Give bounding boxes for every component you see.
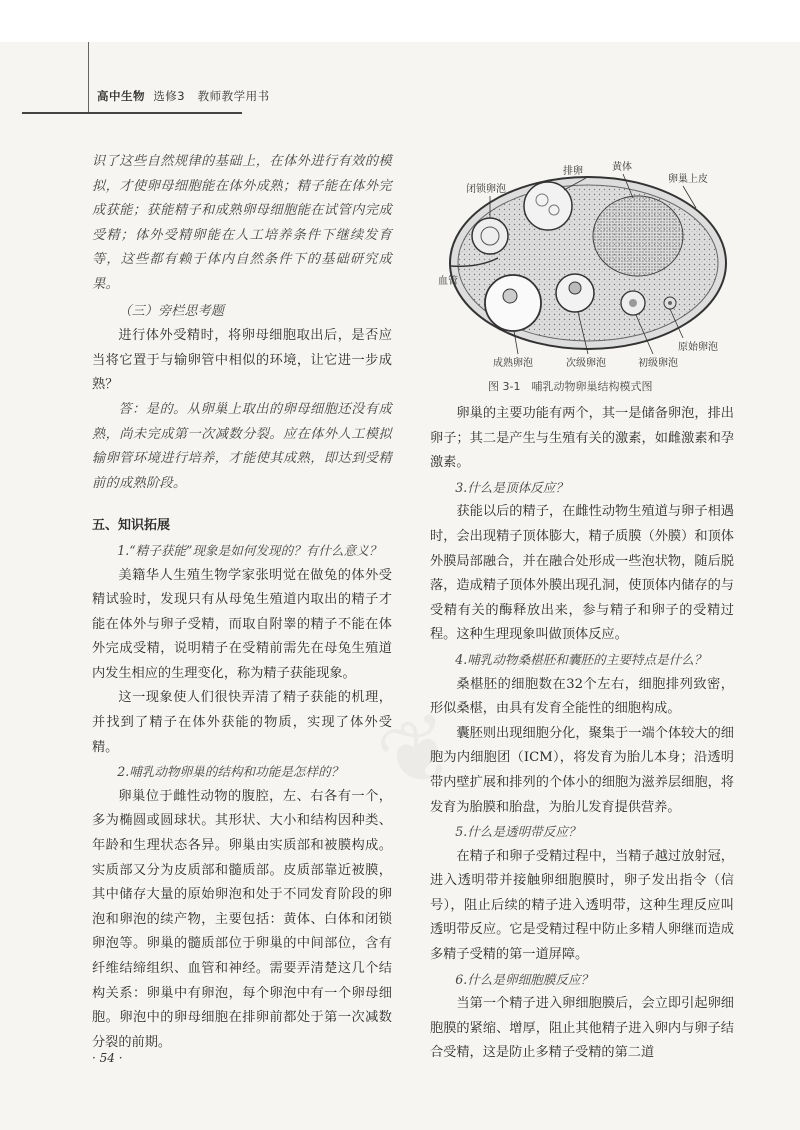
mature-follicle xyxy=(485,275,541,331)
paragraph-morula: 桑椹胚的细胞数在32个左右，细胞排列致密，形似桑椹，由具有发育全能性的细胞构成。 xyxy=(430,676,734,717)
question-3: 3.什么是顶体反应？ xyxy=(455,479,568,495)
paragraph-membrane-reaction: 当第一个精子进入卵细胞膜后，会立即引起卵细胞膜的紧缩、增厚，阻止其他精子进入卵内与卵子结合受精，这是防止多精子受精的第二道 xyxy=(430,996,734,1061)
label-secondary-follicle: 次级卵泡 xyxy=(566,358,606,369)
closed-follicle xyxy=(472,218,508,254)
question-5: 5.什么是透明带反应？ xyxy=(455,824,581,840)
figure-caption: 图 3-1 哺乳动物卵巢结构模式图 xyxy=(488,380,653,393)
paragraph-ovary: 卵巢位于雌性动物的腹腔，左、右各有一个，多为椭圆或圆球状。其形状、大小和结构因种类、年龄和生理状态各异。卵巢由实质部和被膜构成。实质部又分为皮质部和髓质部。皮质部靠近被膜，其中储存大量的原始卵泡和处于不同发育阶段的卵泡和卵泡的续产物，主要包括：黄体、白体和闭锁卵泡等。卵巢的髓质部位于卵巢的中间部位，含有纤维结缔组织、血管和神经。需要弄清楚这几个结构关系：卵巢中有卵泡，每个卵泡中有一个卵母细胞。卵泡中的卵母细胞在排卵前都处于第一次减数分裂的前期。 xyxy=(92,788,392,1050)
label-primordial-follicle: 原始卵泡 xyxy=(678,342,718,353)
paragraph-blastocyst: 囊胚则出现细胞分化，聚集于一端个体较大的细胞为内细胞团（ICM），将发育为胎儿本身；沿透明带内壁扩展和排列的个体小的细胞为滋养层细胞，将发育为胎膜和胎盘，为胎儿发育提供营养。 xyxy=(430,725,734,815)
paragraph-acrosome: 获能以后的精子，在雌性动物生殖道与卵子相遇时，会出现精子顶体膨大，精子质膜（外膜）和顶体外膜局部融合，并在融合处形成一些泡状物，随后脱落，造成精子顶体外膜出现孔洞，使顶体内储存的与受精有关的酶释放出来，参与精子和卵子的受精过程。这种生理现象叫做顶体反应。 xyxy=(430,504,734,643)
answer-paragraph: 答：是的。从卵巢上取出的卵母细胞还没有成熟，尚未完成第一次减数分裂。应在体外人工模拟输卵管环境进行培养，才能使其成熟，即达到受精前的成熟阶段。 xyxy=(92,401,392,491)
label-ovarian-epithelium: 卵巢上皮 xyxy=(668,174,708,185)
header-module: 选修3 xyxy=(153,89,186,103)
label-blood-vessel: 血管 xyxy=(438,276,458,287)
label-corpus-luteum: 黄体 xyxy=(612,162,632,173)
page-number: · 54 · xyxy=(92,1051,123,1065)
question-1: 1.“精子获能”现象是如何发现的？有什么意义？ xyxy=(117,542,382,558)
left-column xyxy=(92,150,392,1055)
question-2: 2.哺乳动物卵巢的结构和功能是怎样的？ xyxy=(117,764,344,780)
paragraph-mechanism: 这一现象使人们很快弄清了精子获能的机理，并找到了精子在体外获能的物质，实现了体外受精。 xyxy=(92,690,392,755)
header-horizontal-rule xyxy=(22,112,242,114)
label-primary-follicle: 初级卵泡 xyxy=(638,358,678,369)
corpus-luteum xyxy=(593,196,683,276)
answer-continuation: 识了这些自然规律的基础上，在体外进行有效的模拟，才使卵母细胞能在体外成熟；精子能在体外完成获能；获能精子和成熟卵母细胞能在试管内完成受精；体外受精卵能在人工培养条件下继续发育等，这些都有赖于体内自然条件下的基础研究成果。 xyxy=(92,154,392,292)
question-paragraph: 进行体外受精时，将卵母细胞取出后，是否应当将它置于与输卵管中相似的环境，让它进一步成熟？ xyxy=(92,328,392,393)
section-heading-knowledge: 五、知识拓展 xyxy=(92,518,171,534)
question-6: 6.什么是卵细胞膜反应？ xyxy=(455,971,594,987)
running-header xyxy=(97,88,270,104)
paragraph-zona-reaction: 在精子和卵子受精过程中，当精子越过放射冠，进入透明带并接触卵细胞膜时，卵子发出指令（信号），阻止后续的精子进入透明带，这种生理反应叫透明带反应。它是受精过程中防止多精人卵继而造成多精子受精的第一道屏障。 xyxy=(430,848,734,963)
subsection-sidebar-questions: （三）旁栏思考题 xyxy=(118,303,224,319)
right-column xyxy=(430,402,734,1066)
header-book: 教师教学用书 xyxy=(197,89,270,103)
header-vertical-rule xyxy=(88,42,89,112)
ovary-structure-figure xyxy=(438,158,728,373)
header-subject: 高中生物 xyxy=(97,89,145,103)
label-ovulation: 排卵 xyxy=(563,166,583,177)
paragraph-capacitation: 美籍华人生殖生物学家张明觉在做兔的体外受精试验时，发现只有从母兔生殖道内取出的精子才能在体外与卵子受精，而取自附睾的精子不能在体外完成受精，说明精子在受精前需先在母兔生殖道内发生相应的生理变化，称为精子获能现象。 xyxy=(92,567,392,681)
label-closed-follicle: 闭锁卵泡 xyxy=(466,184,506,195)
question-4: 4.哺乳动物桑椹胚和囊胚的主要特点是什么？ xyxy=(455,651,707,667)
label-mature-follicle: 成熟卵泡 xyxy=(493,358,533,369)
paragraph-ovary-function: 卵巢的主要功能有两个，其一是储备卵泡，排出卵子；其二是产生与生殖有关的激素，如雌激素和孕激素。 xyxy=(430,406,734,471)
